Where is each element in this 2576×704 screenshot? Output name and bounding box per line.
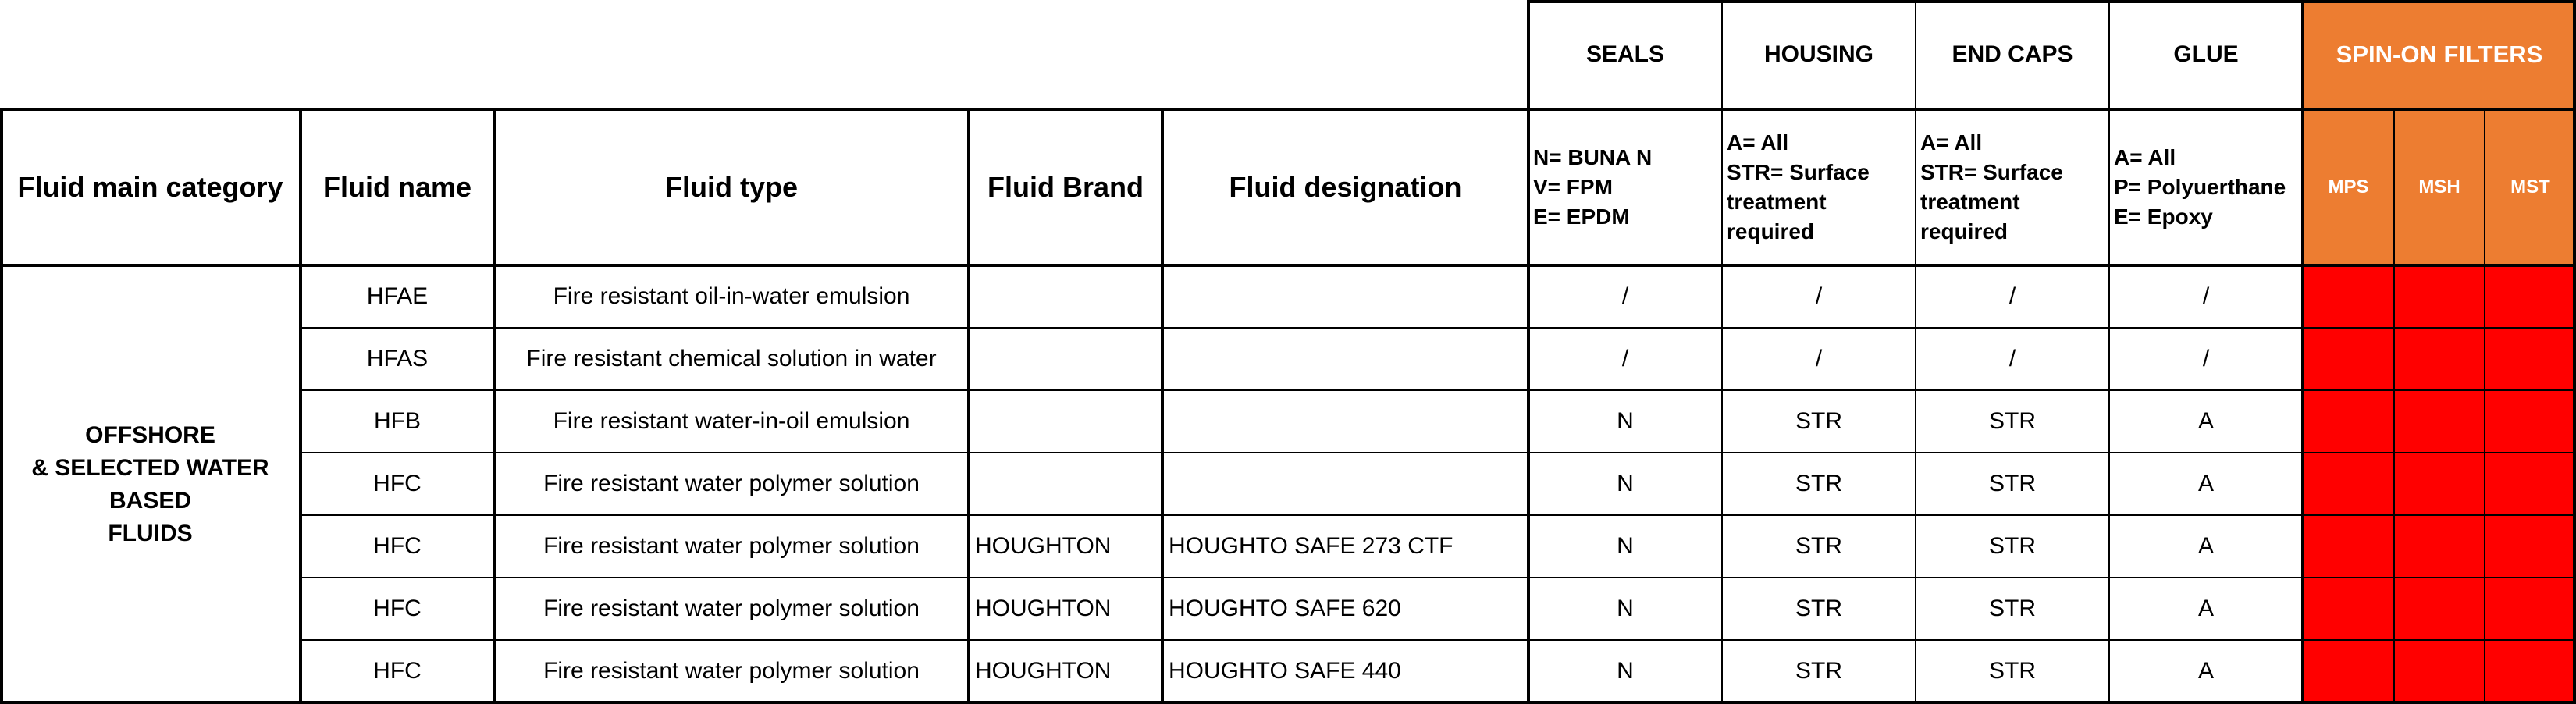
legend-line: treatment (1920, 190, 2020, 214)
housing-legend (1722, 109, 1916, 265)
legend-line: STR= Surface (1727, 160, 1870, 184)
fluid-name-cell: HFAS (366, 346, 429, 372)
fluid-name-cell: HFB (374, 408, 421, 434)
seals-cell: / (1621, 346, 1629, 372)
fluid-brand-cell: HOUGHTON (975, 596, 1112, 621)
category-line: FLUIDS (108, 521, 193, 546)
legend-line: E= EPDM (1533, 204, 1630, 229)
fluid-designation-cell (1162, 453, 1528, 515)
fluid-type-cell: Fire resistant oil-in-water emulsion (553, 283, 910, 309)
legend-line: treatment (1727, 190, 1827, 214)
seals-cell: N (1617, 533, 1634, 559)
legend-line: P= Polyuerthane (2114, 175, 2286, 199)
seals-cell: / (1621, 283, 1629, 309)
legend-line: required (1727, 219, 1815, 244)
seals-legend (1528, 109, 1722, 265)
glue-cell: A (2197, 408, 2214, 434)
end-caps-cell: STR (1989, 471, 2036, 496)
fluid-designation-cell (1162, 390, 1528, 453)
fluid-name-cell: HFAE (366, 283, 429, 309)
fluid-type-cell: Fire resistant chemical solution in water (526, 346, 937, 372)
housing-cell: STR (1795, 471, 1842, 496)
legend-line: V= FPM (1533, 175, 1613, 199)
fluid-type-header: Fluid type (665, 171, 798, 203)
fluid-name-header: Fluid name (322, 171, 472, 203)
housing-cell: STR (1795, 408, 1842, 434)
legend-line: A= All (2114, 145, 2176, 169)
fluid-main-category-header: Fluid main category (17, 171, 283, 203)
housing-cell: STR (1795, 596, 1842, 621)
fluid-designation-cell: HOUGHTO SAFE 273 CTF (1169, 533, 1453, 559)
seals-cell: N (1617, 658, 1634, 684)
spin-on-status-mst (2485, 265, 2576, 704)
fluid-name-cell: HFC (373, 533, 422, 559)
glue-cell: / (2202, 346, 2210, 372)
glue-header: GLUE (2173, 41, 2239, 67)
spin-on-status-msh (2394, 265, 2485, 704)
end-caps-cell: STR (1989, 533, 2036, 559)
seals-cell: N (1617, 408, 1634, 434)
end-caps-cell: STR (1989, 596, 2036, 621)
housing-cell: / (1815, 283, 1823, 309)
fluid-type-cell: Fire resistant water-in-oil emulsion (553, 408, 910, 434)
fluid-type-cell: Fire resistant water polymer solution (543, 471, 920, 496)
legend-line: A= All (1727, 130, 1789, 155)
msh-header: MSH (2394, 109, 2485, 265)
end-caps-cell: / (2008, 283, 2016, 309)
category-line: BASED (109, 488, 191, 514)
seals-header: SEALS (1585, 41, 1665, 67)
legend-line: E= Epoxy (2114, 204, 2213, 229)
fluid-designation-cell: HOUGHTO SAFE 440 (1169, 658, 1401, 684)
fluid-designation-header: Fluid designation (1229, 171, 1462, 203)
fluid-brand-cell (969, 328, 1162, 390)
category-line: & SELECTED WATER (31, 455, 269, 481)
legend-line: required (1920, 219, 2008, 244)
legend-line: N= BUNA N (1533, 145, 1653, 169)
glue-cell: A (2197, 471, 2214, 496)
fluid-brand-cell: HOUGHTON (975, 533, 1112, 559)
fluid-type-cell: Fire resistant water polymer solution (543, 596, 920, 621)
spin-on-filters-header: SPIN-ON FILTERS (2303, 0, 2576, 109)
mps-header: MPS (2303, 109, 2394, 265)
end-caps-header: END CAPS (1952, 41, 2073, 67)
fluid-type-cell: Fire resistant water polymer solution (543, 533, 920, 559)
end-caps-legend (1916, 109, 2109, 265)
spin-on-status-mps (2303, 265, 2394, 704)
housing-header: HOUSING (1763, 41, 1873, 67)
fluid-brand-cell (969, 390, 1162, 453)
fluid-designation-cell (1162, 328, 1528, 390)
housing-cell: / (1815, 346, 1823, 372)
fluid-designation-cell (1162, 265, 1528, 328)
legend-line: STR= Surface (1920, 160, 2063, 184)
end-caps-cell: STR (1989, 408, 2036, 434)
glue-cell: / (2202, 283, 2210, 309)
end-caps-cell: / (2008, 346, 2016, 372)
fluid-category-cell (0, 265, 301, 704)
fluid-brand-cell (969, 453, 1162, 515)
end-caps-cell: STR (1989, 658, 2036, 684)
glue-legend (2109, 109, 2303, 265)
fluid-brand-cell: HOUGHTON (975, 658, 1112, 684)
fluid-brand-header: Fluid Brand (987, 171, 1144, 203)
housing-cell: STR (1795, 658, 1842, 684)
fluid-name-cell: HFC (373, 471, 422, 496)
glue-cell: A (2197, 596, 2214, 621)
fluid-designation-cell: HOUGHTO SAFE 620 (1169, 596, 1401, 621)
mst-header: MST (2485, 109, 2576, 265)
fluid-name-cell: HFC (373, 658, 422, 684)
fluid-type-cell: Fire resistant water polymer solution (543, 658, 920, 684)
housing-cell: STR (1795, 533, 1842, 559)
seals-cell: N (1617, 471, 1634, 496)
glue-cell: A (2197, 658, 2214, 684)
legend-line: A= All (1920, 130, 1983, 155)
fluid-name-cell: HFC (373, 596, 422, 621)
category-line: OFFSHORE (85, 422, 215, 448)
fluid-brand-cell (969, 265, 1162, 328)
seals-cell: N (1617, 596, 1634, 621)
glue-cell: A (2197, 533, 2214, 559)
